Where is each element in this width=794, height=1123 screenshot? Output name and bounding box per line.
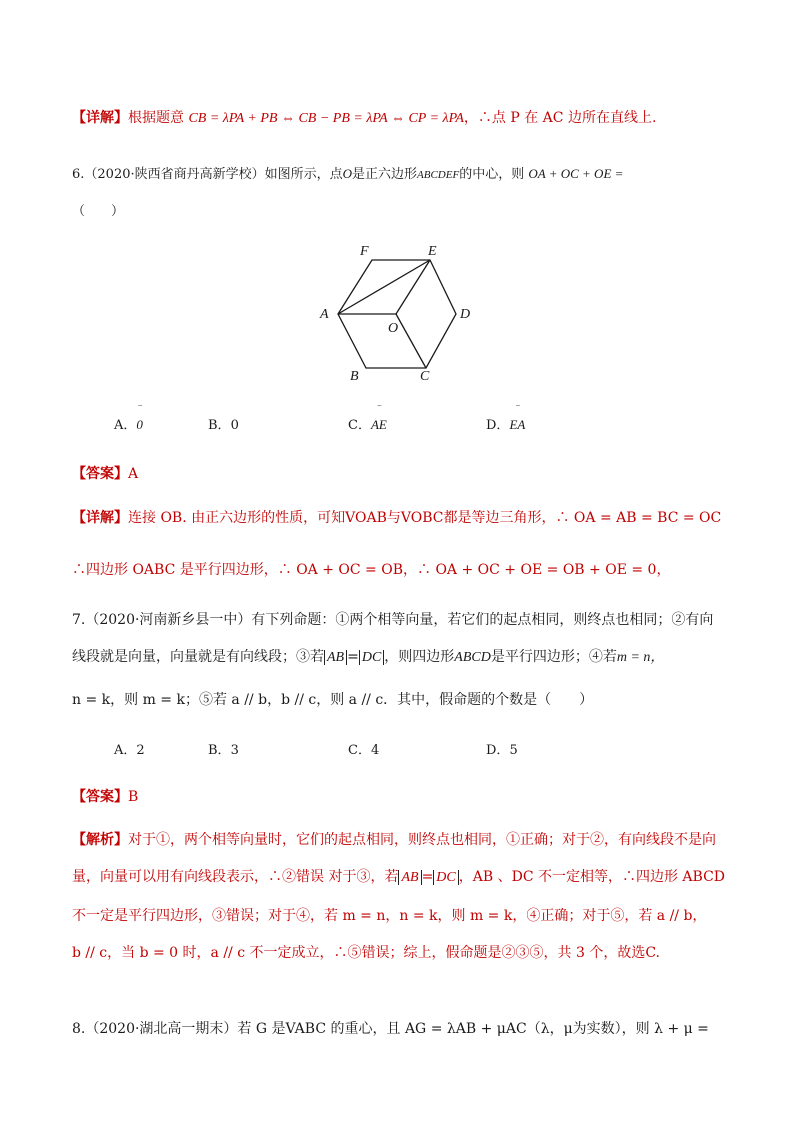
q6-hexagon: ABCDEF: [417, 169, 460, 181]
q7-analysis-2: 量，向量可以用有向线段表示，∴②错误 对于③，若 AB = DC ，AB 、DC 不一定相等，∴四边形 ABCD: [72, 869, 726, 885]
segment-OE: [396, 260, 430, 314]
segment-AE: [338, 260, 430, 314]
label-O: O: [388, 321, 399, 336]
q6-stem: [72, 163, 623, 182]
q7-option-d: D．5: [486, 743, 518, 758]
q6-paren: （ ）: [72, 204, 125, 219]
hexagon-figure: [310, 238, 490, 388]
q6-answer: [72, 463, 138, 483]
detail-tag: 【详解】: [72, 110, 128, 126]
q6-expr: OA + OC + OE =: [528, 166, 624, 181]
q6-stem-suffix: 的中心，则: [459, 167, 525, 182]
q6-option-d: D．‾ EA: [486, 414, 525, 433]
abs-DC: DC: [359, 650, 384, 665]
q6-option-a: A．‾ 0: [114, 414, 143, 433]
label-E: E: [428, 244, 437, 259]
q6-detail-2: ∴四边形 OABC 是平行四边形，∴ OA + OC = OB，∴ OA + OC + OE = OB + OE = 0，: [72, 562, 671, 578]
answer-tag: 【答案】: [72, 466, 128, 482]
q6-stem-mid: 是正六边形: [352, 167, 418, 182]
answer-value: A: [128, 466, 139, 482]
abs-AB: AB: [324, 650, 347, 665]
detail-lead: 根据题意: [128, 110, 184, 126]
q7-answer: 【答案】B: [72, 789, 139, 805]
detail-tail: ，∴点 P 在 AC 边所在直线上.: [463, 110, 657, 126]
q7-analysis-4: b // c，当 b = 0 时，a // c 不一定成立，∴⑤错误；综上，假命题是②③⑤，共 3 个，故选C.: [72, 945, 660, 961]
detail-tag: 【详解】: [72, 510, 128, 526]
label-B: B: [350, 369, 359, 384]
q7-option-c: C．4: [348, 743, 380, 758]
label-D: D: [460, 307, 471, 322]
q6-option-b: B．0: [208, 418, 239, 433]
q6-stem-prefix: 6.（2020·陕西省商丹高新学校）如图所示，点: [72, 167, 343, 182]
q7-line-3: n = k，则 m = k；⑤若 a // b，b // c，则 a // c．其中，假命题的个数是（ ）: [72, 692, 594, 708]
q6-point: O: [342, 166, 353, 181]
label-A: A: [320, 307, 329, 322]
q5-detail-line: [72, 107, 656, 127]
q8-line-1: 8.（2020·湖北高一期末）若 G 是VABC 的重心，且 AG = λAB + μAC（λ，μ为实数），则 λ + μ =: [72, 1021, 709, 1037]
segment-OC: [396, 314, 426, 368]
q7-line-1: 7.（2020·河南新乡县一中）有下列命题：①两个相等向量，若它们的起点相同，则终点也相同；②有向: [72, 612, 714, 628]
q6-option-c: C．‾ AE: [348, 414, 387, 433]
q7-analysis-1: 【解析】对于①，两个相等向量时，它们的起点相同，则终点也相同，①正确；对于②，有向线段不是向: [72, 832, 716, 848]
q6-detail-1: [72, 507, 721, 527]
q7-analysis-3: 不一定是平行四边形，③错误；对于④，若 m = n，n = k，则 m = k，④正确；对于⑤，若 a // b，: [72, 908, 707, 924]
q7-option-a: A．2: [114, 743, 145, 758]
detail-text: 连接 OB. 由正六边形的性质，可知VOAB与VOBC都是等边三角形，∴ OA = AB = BC = OC: [128, 510, 722, 526]
q7-line-2: 线段就是向量，向量就是有向线段；③若 AB = DC ，则四边形ABCD是平行四边形；④若m = n，: [72, 649, 665, 665]
detail-formula: CB = λPA + PB ⇔ CB − PB = λPA ⇔ CP = λPA: [188, 111, 464, 126]
label-F: F: [360, 244, 369, 259]
q7-option-b: B．3: [208, 743, 239, 758]
label-C: C: [420, 369, 430, 384]
